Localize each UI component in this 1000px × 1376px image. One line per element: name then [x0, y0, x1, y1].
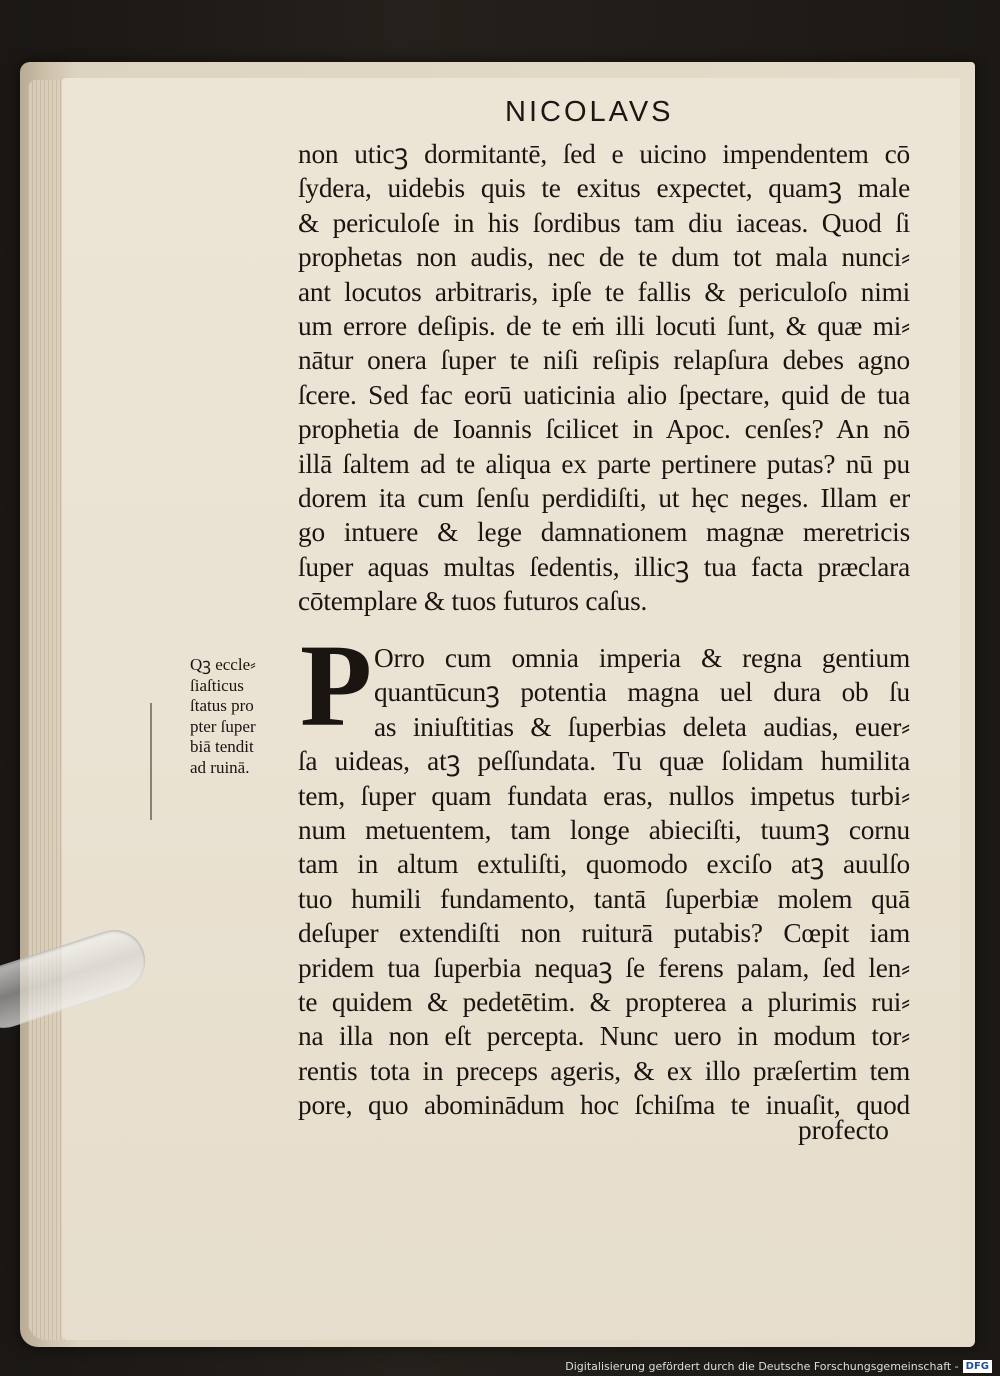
- text-line: non uticꝫ dormitantē, ſed e uicino impendentem cō: [298, 139, 910, 169]
- text-line: prophetas non audis, nec de te dum tot mala nunci⸗: [298, 242, 910, 273]
- text-line: pridem tua ſuperbia nequaꝫ ſe ferens palam, ſed len⸗: [298, 952, 910, 983]
- text-line: ſydera, uidebis quis te exitus expectet, quamꝫ male: [298, 173, 910, 204]
- text-line: pore, quo abominādum hoc ſchiſma te inuaſit, quod: [298, 1090, 910, 1121]
- dfg-logo: DFG: [963, 1360, 992, 1373]
- catchword: profecto: [798, 1115, 889, 1145]
- text-line: ant locutos arbitraris, ipſe te fallis & periculoſo nimi: [298, 276, 910, 307]
- drop-cap-initial: P: [300, 620, 373, 751]
- marginal-line: pter ſuper: [190, 716, 256, 736]
- margin-rule: [150, 703, 152, 820]
- text-line: go intuere & lege damnationem magnæ meretricis: [298, 517, 910, 548]
- paragraph-2: [298, 641, 910, 1122]
- footer-credit: [565, 1360, 992, 1373]
- footer-text: Digitalisierung gefördert durch die Deutsche Forschungsgemeinschaft -: [565, 1360, 959, 1373]
- text-line: na illa non eſt percepta. Nunc uero in modum tor⸗: [298, 1021, 910, 1052]
- text-line: te quidem & pedetētim. & propterea a plurimis rui⸗: [298, 986, 910, 1017]
- text-line: ſcere. Sed fac eorū uaticinia alio ſpectare, quid de tua: [298, 379, 910, 410]
- text-line: quantūcunꝫ potentia magna uel dura ob ſu: [374, 677, 910, 708]
- marginal-line: ad ruinā.: [190, 757, 250, 777]
- text-line: cōtemplare & tuos futuros caſus.: [298, 586, 648, 617]
- text-line: dorem ita cum ſenſu perdidiſti, ut hęc neges. Illam er: [298, 482, 910, 513]
- text-line: as iniuſtitias & ſuperbias deleta audias, euer⸗: [374, 711, 910, 742]
- paragraph-1: [298, 137, 910, 618]
- text-line: prophetia de Ioannis ſcilicet in Apoc. cenſes? An nō: [298, 414, 910, 445]
- text-line: & periculoſe in his ſordibus tam diu iaceas. Quod ſi: [298, 207, 910, 238]
- text-line: num metuentem, tam longe abieciſti, tuumꝫ cornu: [298, 814, 910, 845]
- text-line: rentis tota in preceps ageris, & ex illo præſertim tem: [298, 1055, 910, 1086]
- text-line: tam in altum extuliſti, quomodo exciſo atꝫ auulſo: [298, 849, 910, 880]
- running-head: NICOLAVS: [505, 96, 674, 128]
- text-line: deſuper extendiſti non ruiturā putabis? Cœpit iam: [298, 918, 910, 949]
- marginal-note: [190, 655, 290, 778]
- marginal-line: Qꝫ eccle⸗: [190, 655, 256, 674]
- text-line: illā ſaltem ad te aliqua ex parte pertinere putas? nū pu: [298, 448, 910, 479]
- text-line: nātur onera ſuper te niſi reſipis relapſura debes agno: [298, 345, 910, 376]
- marginal-line: biā tendit: [190, 737, 254, 756]
- text-line: Orro cum omnia imperia & regna gentium: [374, 643, 910, 673]
- text-line: tem, ſuper quam fundata eras, nullos impetus turbi⸗: [298, 780, 910, 811]
- text-line: ſuper aquas multas ſedentis, illicꝫ tua facta præclara: [298, 551, 910, 582]
- marginal-line: ſiaſticus: [190, 675, 244, 695]
- text-line: tuo humili fundamento, tantā ſuperbiæ molem quā: [298, 883, 910, 914]
- text-line: um errore deſipis. de te eṁ illi locuti ſunt, & quæ mi⸗: [298, 310, 910, 341]
- text-line: ſa uideas, atꝫ peſſundata. Tu quæ ſolidam humilita: [298, 746, 910, 777]
- marginal-line: ſtatus pro: [190, 696, 254, 715]
